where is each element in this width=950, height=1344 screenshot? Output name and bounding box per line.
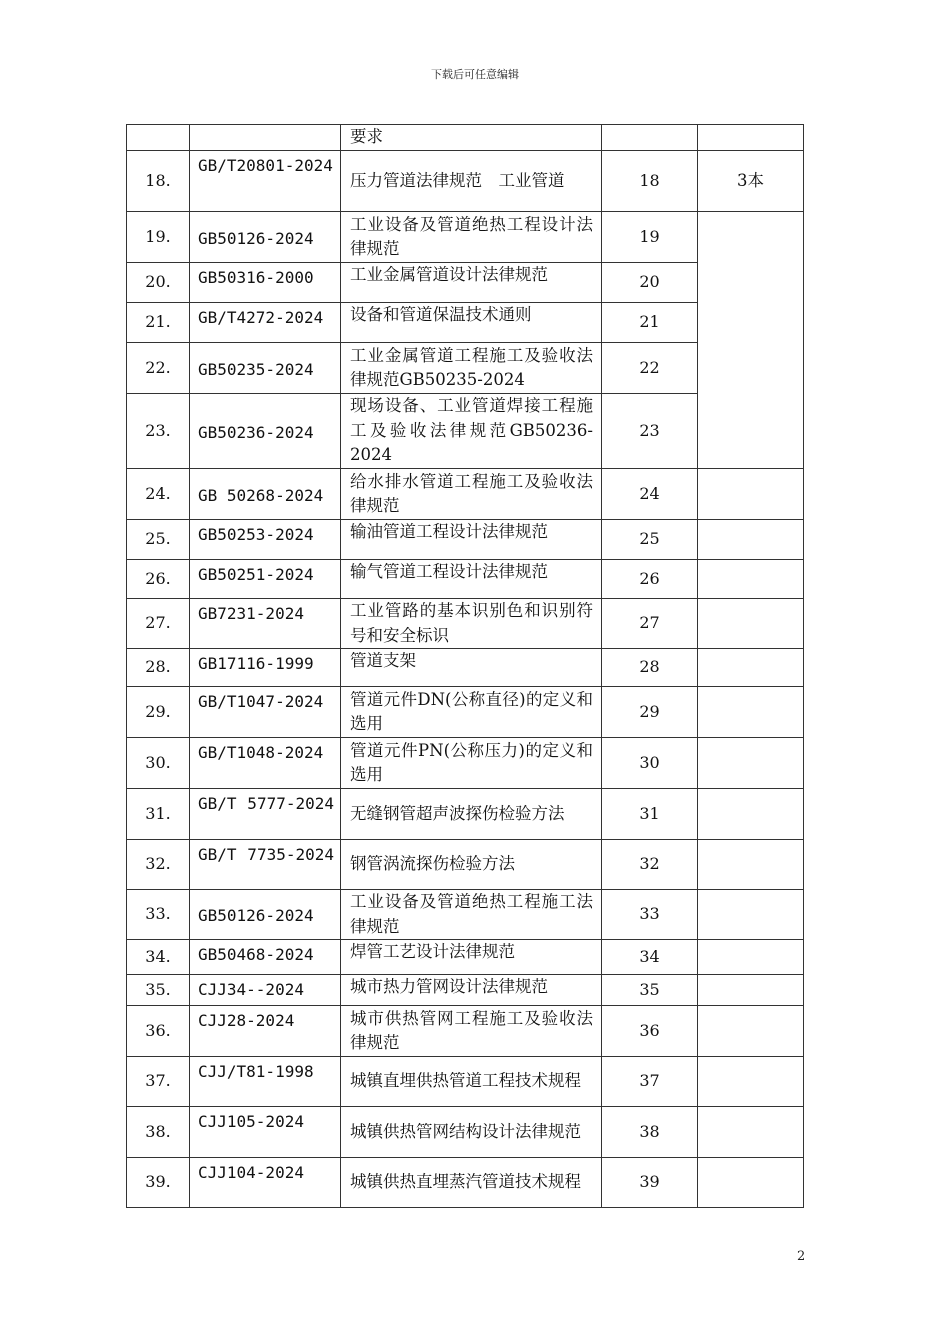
- code-cell: GB50126-2024: [190, 212, 341, 263]
- name-cell: 城市热力管网设计法律规范: [341, 975, 602, 1006]
- table-row: [127, 1107, 804, 1158]
- code-cell: GB/T20801-2024: [190, 151, 341, 212]
- index-cell: 35.: [127, 975, 190, 1006]
- note-cell: [698, 789, 804, 840]
- page-cell: 25: [602, 520, 698, 560]
- page-header: 下载后可任意编辑: [431, 68, 519, 81]
- note-cell: [698, 520, 804, 560]
- index-cell: 30.: [127, 738, 190, 789]
- code-cell: GB/T1047-2024: [190, 687, 341, 738]
- code-cell: GB50253-2024: [190, 520, 341, 560]
- code-cell: GB17116-1999: [190, 649, 341, 687]
- name-cell: 城镇供热直埋蒸汽管道技术规程: [341, 1158, 602, 1208]
- note-cell: [698, 738, 804, 789]
- name-cell: 无缝钢管超声波探伤检验方法: [341, 789, 602, 840]
- code-cell: GB/T4272-2024: [190, 303, 341, 343]
- page-cell: 29: [602, 687, 698, 738]
- code-cell: GB/T 5777-2024: [190, 789, 341, 840]
- page-cell: 39: [602, 1158, 698, 1208]
- page-cell: 38: [602, 1107, 698, 1158]
- name-cell: 工业设备及管道绝热工程施工法律规范: [341, 890, 602, 940]
- name-cell: 要求: [341, 125, 602, 151]
- table-row: [127, 840, 804, 890]
- index-cell: 20.: [127, 263, 190, 303]
- table-row: [127, 151, 804, 212]
- index-cell: 18.: [127, 151, 190, 212]
- name-cell: 给水排水管道工程施工及验收法律规范: [341, 469, 602, 520]
- code-cell: GB50468-2024: [190, 940, 341, 975]
- table-row: [127, 890, 804, 940]
- page-cell: 23: [602, 394, 698, 469]
- index-cell: 36.: [127, 1006, 190, 1057]
- index-cell: 23.: [127, 394, 190, 469]
- name-cell: 焊管工艺设计法律规范: [341, 940, 602, 975]
- code-cell: GB/T1048-2024: [190, 738, 341, 789]
- page-cell: 24: [602, 469, 698, 520]
- page-cell: 32: [602, 840, 698, 890]
- page-cell: 34: [602, 940, 698, 975]
- page-cell: 26: [602, 560, 698, 599]
- index-cell: 24.: [127, 469, 190, 520]
- note-cell: [698, 890, 804, 940]
- name-cell: 城镇直埋供热管道工程技术规程: [341, 1057, 602, 1107]
- name-cell: 工业金属管道设计法律规范: [341, 263, 602, 303]
- table-row: [127, 469, 804, 520]
- note-cell: [698, 125, 804, 151]
- note-cell: [698, 212, 804, 469]
- code-cell: GB7231-2024: [190, 599, 341, 649]
- note-cell: [698, 560, 804, 599]
- index-cell: 27.: [127, 599, 190, 649]
- note-cell: [698, 687, 804, 738]
- page-cell: 30: [602, 738, 698, 789]
- code-cell: GB50126-2024: [190, 890, 341, 940]
- index-cell: 29.: [127, 687, 190, 738]
- page-cell: 18: [602, 151, 698, 212]
- code-cell: GB/T 7735-2024: [190, 840, 341, 890]
- name-cell: 城镇供热管网结构设计法律规范: [341, 1107, 602, 1158]
- note-cell: [698, 469, 804, 520]
- note-cell: [698, 1158, 804, 1208]
- index-cell: [127, 125, 190, 151]
- name-cell: 钢管涡流探伤检验方法: [341, 840, 602, 890]
- note-cell: [698, 1006, 804, 1057]
- code-cell: CJJ34--2024: [190, 975, 341, 1006]
- page-cell: 33: [602, 890, 698, 940]
- index-cell: 22.: [127, 343, 190, 394]
- table-row: [127, 560, 804, 599]
- table-row: [127, 687, 804, 738]
- name-cell: 工业设备及管道绝热工程设计法律规范: [341, 212, 602, 263]
- index-cell: 33.: [127, 890, 190, 940]
- code-cell: GB50235-2024: [190, 343, 341, 394]
- note-cell: [698, 1057, 804, 1107]
- index-cell: 38.: [127, 1107, 190, 1158]
- table-row: [127, 940, 804, 975]
- note-cell: [698, 649, 804, 687]
- table-row: [127, 599, 804, 649]
- note-cell: [698, 940, 804, 975]
- page-cell: 36: [602, 1006, 698, 1057]
- table-row: [127, 789, 804, 840]
- name-cell: 管道元件DN(公称直径)的定义和选用: [341, 687, 602, 738]
- standards-table: [126, 124, 804, 1208]
- name-cell: 城市供热管网工程施工及验收法律规范: [341, 1006, 602, 1057]
- name-cell: 现场设备、工业管道焊接工程施工及验收法律规范GB50236-2024: [341, 394, 602, 469]
- note-cell: [698, 1107, 804, 1158]
- name-cell: 工业金属管道工程施工及验收法律规范GB50235-2024: [341, 343, 602, 394]
- note-cell: 3本: [698, 151, 804, 212]
- index-cell: 37.: [127, 1057, 190, 1107]
- code-cell: [190, 125, 341, 151]
- page-cell: 37: [602, 1057, 698, 1107]
- page-cell: 27: [602, 599, 698, 649]
- table-row: [127, 520, 804, 560]
- note-cell: [698, 840, 804, 890]
- index-cell: 26.: [127, 560, 190, 599]
- code-cell: GB50236-2024: [190, 394, 341, 469]
- table-row: [127, 1158, 804, 1208]
- index-cell: 34.: [127, 940, 190, 975]
- note-cell: [698, 599, 804, 649]
- table-row: [127, 1006, 804, 1057]
- index-cell: 25.: [127, 520, 190, 560]
- page-cell: 19: [602, 212, 698, 263]
- code-cell: CJJ/T81-1998: [190, 1057, 341, 1107]
- code-cell: CJJ105-2024: [190, 1107, 341, 1158]
- note-cell: [698, 975, 804, 1006]
- name-cell: 压力管道法律规范 工业管道: [341, 151, 602, 212]
- table-row: [127, 125, 804, 151]
- code-cell: CJJ104-2024: [190, 1158, 341, 1208]
- index-cell: 19.: [127, 212, 190, 263]
- index-cell: 31.: [127, 789, 190, 840]
- page-cell: [602, 125, 698, 151]
- page-cell: 31: [602, 789, 698, 840]
- index-cell: 21.: [127, 303, 190, 343]
- name-cell: 工业管路的基本识别色和识别符号和安全标识: [341, 599, 602, 649]
- page-cell: 21: [602, 303, 698, 343]
- page-cell: 22: [602, 343, 698, 394]
- index-cell: 39.: [127, 1158, 190, 1208]
- code-cell: GB 50268-2024: [190, 469, 341, 520]
- table-row: [127, 1057, 804, 1107]
- name-cell: 设备和管道保温技术通则: [341, 303, 602, 343]
- table-row: [127, 738, 804, 789]
- name-cell: 输气管道工程设计法律规范: [341, 560, 602, 599]
- table-row: [127, 975, 804, 1006]
- code-cell: GB50251-2024: [190, 560, 341, 599]
- page-cell: 28: [602, 649, 698, 687]
- code-cell: GB50316-2000: [190, 263, 341, 303]
- page-number: 2: [797, 1249, 806, 1264]
- table-row: [127, 649, 804, 687]
- index-cell: 32.: [127, 840, 190, 890]
- name-cell: 管道支架: [341, 649, 602, 687]
- name-cell: 输油管道工程设计法律规范: [341, 520, 602, 560]
- name-cell: 管道元件PN(公称压力)的定义和选用: [341, 738, 602, 789]
- code-cell: CJJ28-2024: [190, 1006, 341, 1057]
- page-cell: 20: [602, 263, 698, 303]
- table-row: [127, 212, 804, 263]
- page-cell: 35: [602, 975, 698, 1006]
- index-cell: 28.: [127, 649, 190, 687]
